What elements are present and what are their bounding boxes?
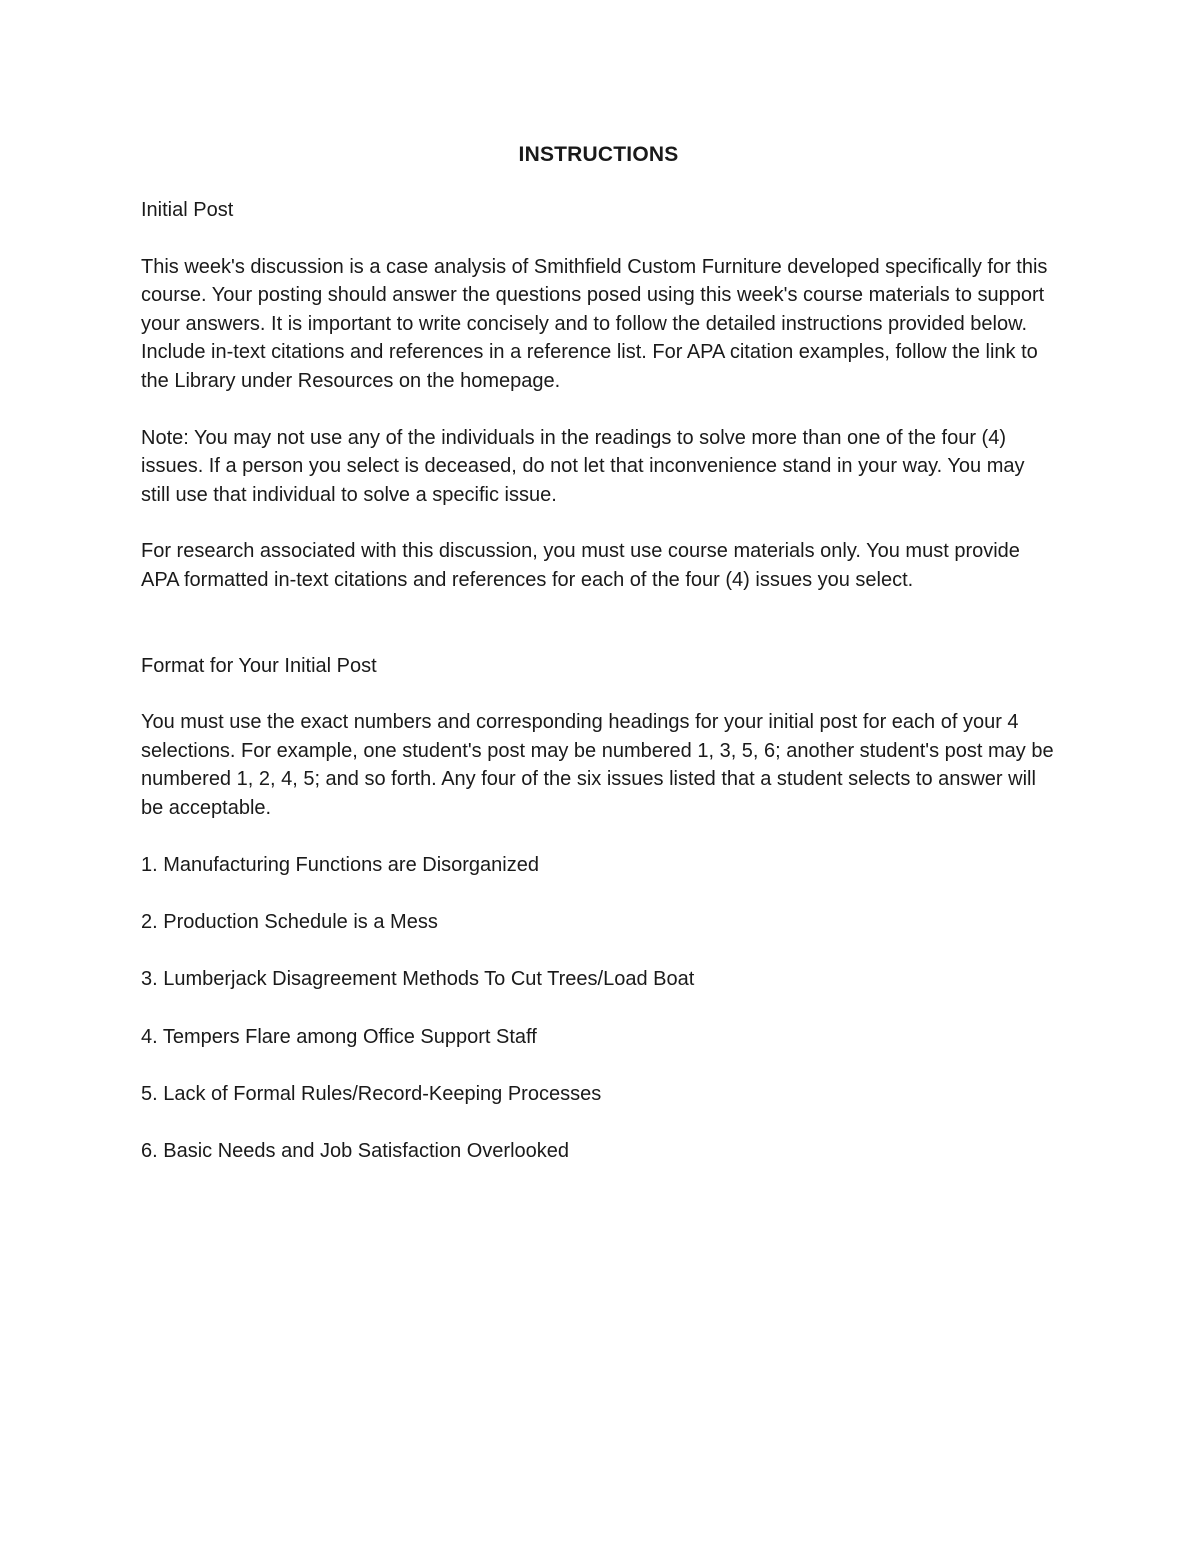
paragraph-format-instructions: You must use the exact numbers and corresponding headings for your initial post for each of your 4 selections. For example, one student's post may be numbered 1, 3, 5, 6; another student's post may be numbered 1, 2, 4, 5; and so forth. Any four of the six issues listed that a student selects to answer will be acceptable. xyxy=(141,711,1054,819)
list-item: 1. Manufacturing Functions are Disorganized xyxy=(141,853,539,876)
section-heading-format: Format for Your Initial Post xyxy=(141,654,377,677)
paragraph-note: Note: You may not use any of the individuals in the readings to solve more than one of the four (4) issues. If a person you select is deceased, do not let that inconvenience stand in your way. You may still use that individual to solve a specific issue. xyxy=(141,426,1025,506)
issue-list xyxy=(141,851,1056,1167)
list-item: 3. Lumberjack Disagreement Methods To Cut Trees/Load Boat xyxy=(141,968,695,991)
document-title: INSTRUCTIONS xyxy=(518,143,679,166)
spacer xyxy=(141,623,1056,652)
document-page xyxy=(141,138,1056,1195)
list-item: 5. Lack of Formal Rules/Record-Keeping Processes xyxy=(141,1083,602,1106)
list-item: 6. Basic Needs and Job Satisfaction Overlooked xyxy=(141,1140,570,1163)
list-item: 2. Production Schedule is a Mess xyxy=(141,910,438,933)
paragraph-case-analysis: This week's discussion is a case analysis of Smithfield Custom Furniture developed specifically for this course. Your posting should answer the questions posed using this week's course materials to support your answers. It is important to write concisely and to follow the detailed instructions provided below. Include in-text citations and references in a reference list. For APA citation examples, follow the link to the Library under Resources on the homepage. xyxy=(141,255,1048,392)
paragraph-research: For research associated with this discussion, you must use course materials only. You must provide APA formatted in-text citations and references for each of the four (4) issues you select. xyxy=(141,540,1020,591)
list-item: 4. Tempers Flare among Office Support Staff xyxy=(141,1025,537,1048)
section-heading-initial-post: Initial Post xyxy=(141,199,234,221)
